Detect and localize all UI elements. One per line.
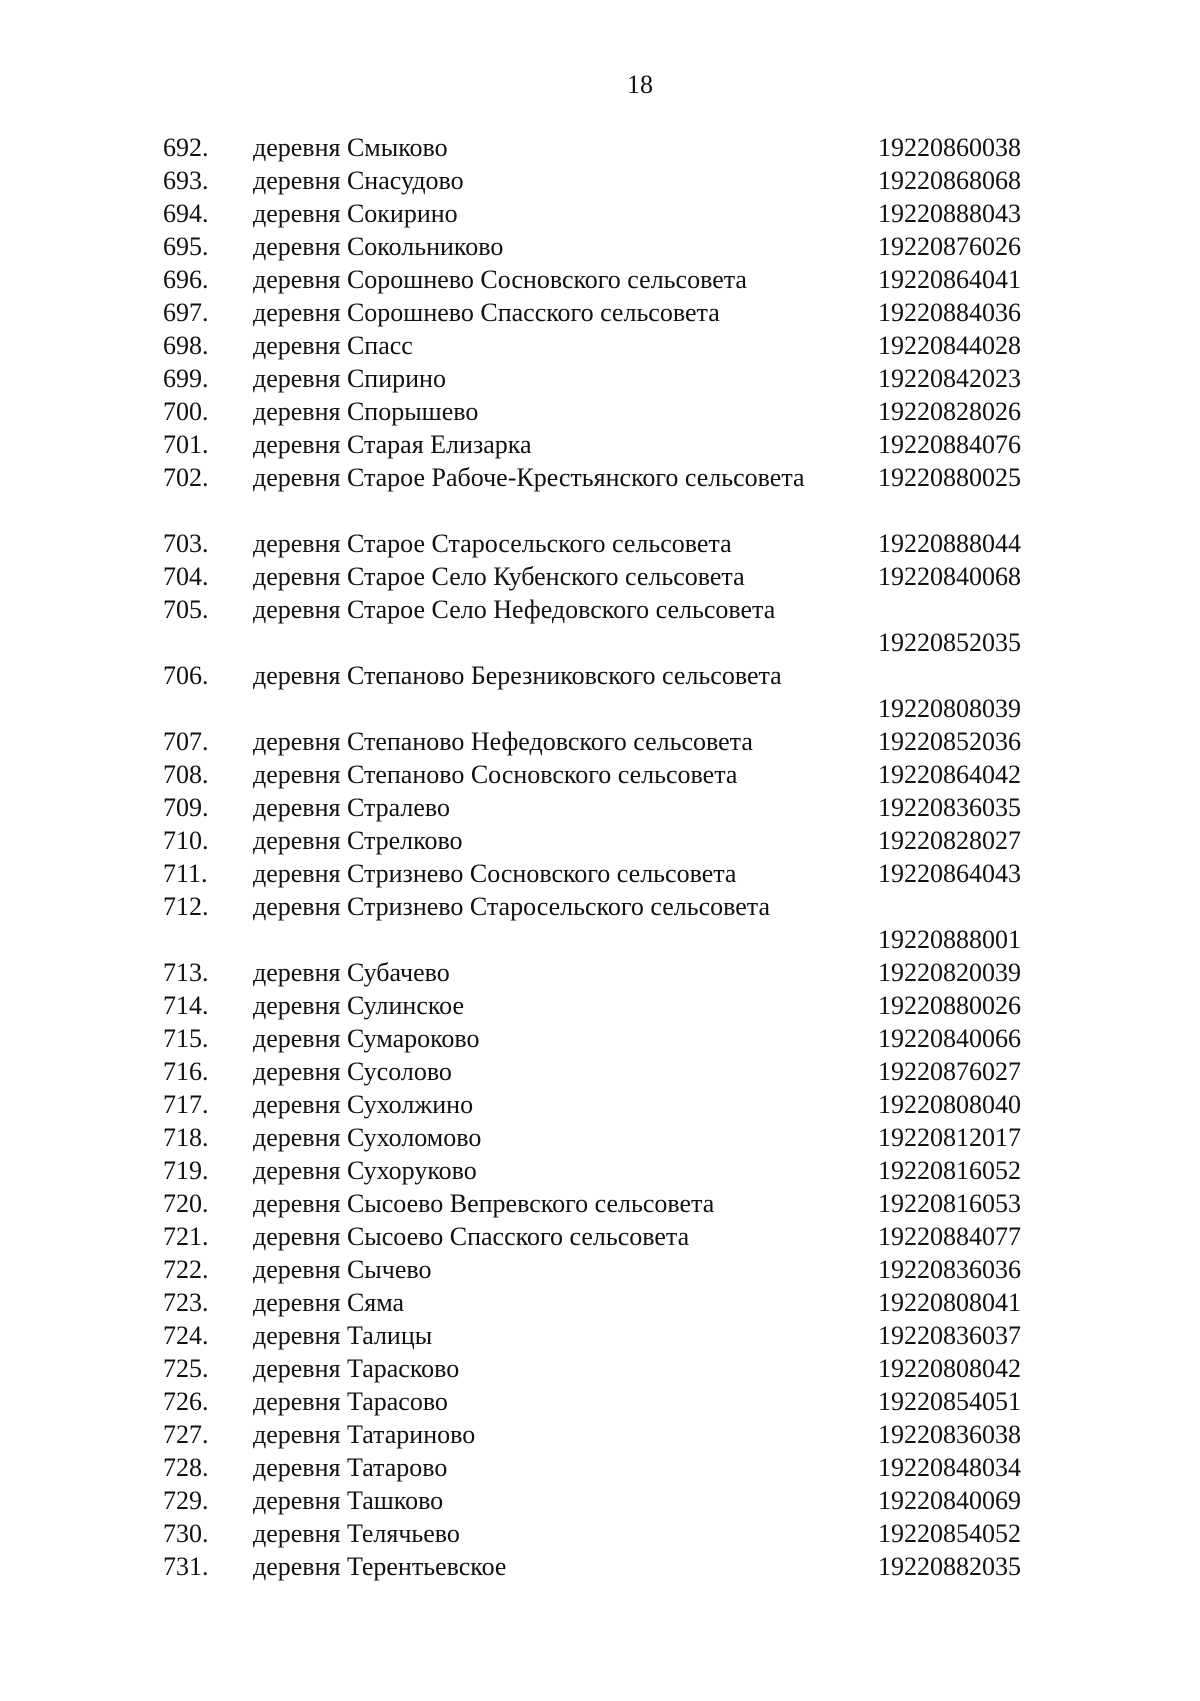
- settlement-name: деревня Сусолово: [253, 1057, 452, 1086]
- list-item: [0, 1055, 1200, 1088]
- list-item: [0, 1484, 1200, 1517]
- item-number: 713.: [163, 958, 209, 987]
- item-number: 715.: [163, 1024, 209, 1053]
- item-number: 702.: [163, 463, 209, 492]
- oktmo-code: 19220864043: [878, 859, 1021, 888]
- settlement-name: деревня Степаново Березниковского сельсовета: [253, 661, 782, 690]
- settlement-name: деревня Старая Елизарка: [253, 430, 532, 459]
- list-item: [0, 1319, 1200, 1352]
- settlement-name: деревня Сысоево Спасского сельсовета: [253, 1222, 690, 1251]
- item-number: 699.: [163, 364, 209, 393]
- list-item: [0, 527, 1200, 560]
- item-number: 698.: [163, 331, 209, 360]
- settlement-name: деревня Стрелково: [253, 826, 463, 855]
- settlement-name: деревня Старое Старосельского сельсовета: [253, 529, 732, 558]
- item-number: 723.: [163, 1288, 209, 1317]
- item-number: 710.: [163, 826, 209, 855]
- list-item: [0, 329, 1200, 362]
- list-item: [0, 1517, 1200, 1550]
- settlement-name: деревня Спасс: [253, 331, 413, 360]
- oktmo-code: 19220882035: [878, 1552, 1021, 1581]
- list-item: [0, 1253, 1200, 1286]
- oktmo-code: 19220868068: [878, 166, 1021, 195]
- settlement-name: деревня Старое Село Нефедовского сельсовета: [253, 595, 776, 624]
- list-item: [0, 1022, 1200, 1055]
- item-number: 708.: [163, 760, 209, 789]
- item-number: 712.: [163, 892, 209, 921]
- settlement-name: деревня Сычево: [253, 1255, 432, 1284]
- item-number: 729.: [163, 1486, 209, 1515]
- settlement-name: деревня Ташково: [253, 1486, 444, 1515]
- list-item: [0, 1418, 1200, 1451]
- settlement-name: деревня Степаново Нефедовского сельсовета: [253, 727, 753, 756]
- settlement-name: деревня Стризнево Старосельского сельсовета: [253, 892, 770, 921]
- settlement-name: деревня Талицы: [253, 1321, 433, 1350]
- item-number: 728.: [163, 1453, 209, 1482]
- settlement-name: деревня Сулинское: [253, 991, 465, 1020]
- list-item: [0, 560, 1200, 593]
- oktmo-code: 19220840068: [878, 562, 1021, 591]
- list-item: [0, 1220, 1200, 1253]
- oktmo-code: 19220836037: [878, 1321, 1021, 1350]
- oktmo-code: 19220854051: [878, 1387, 1021, 1416]
- list-item: [0, 659, 1200, 725]
- item-number: 718.: [163, 1123, 209, 1152]
- item-number: 714.: [163, 991, 209, 1020]
- settlement-name: деревня Старое Село Кубенского сельсовета: [253, 562, 745, 591]
- list-item: [0, 890, 1200, 956]
- list-item: [0, 1121, 1200, 1154]
- settlement-name: деревня Субачево: [253, 958, 450, 987]
- oktmo-code: 19220848034: [878, 1453, 1021, 1482]
- settlement-name: деревня Татариново: [253, 1420, 476, 1449]
- oktmo-code: 19220844028: [878, 331, 1021, 360]
- page-number: 18: [627, 70, 653, 99]
- item-number: 726.: [163, 1387, 209, 1416]
- item-number: 706.: [163, 661, 209, 690]
- settlement-name: деревня Сяма: [253, 1288, 405, 1317]
- settlement-name: деревня Сокольниково: [253, 232, 504, 261]
- item-number: 697.: [163, 298, 209, 327]
- item-number: 696.: [163, 265, 209, 294]
- settlement-name: деревня Стралево: [253, 793, 451, 822]
- oktmo-code: 19220888043: [878, 199, 1021, 228]
- list-item: [0, 263, 1200, 296]
- settlement-name: деревня Спирино: [253, 364, 446, 393]
- oktmo-code: 19220854052: [878, 1519, 1021, 1548]
- item-number: 703.: [163, 529, 209, 558]
- oktmo-code: 19220852036: [878, 727, 1021, 756]
- settlement-name: деревня Тарасково: [253, 1354, 460, 1383]
- settlement-list: [0, 131, 1200, 1583]
- settlement-name: деревня Сокирино: [253, 199, 458, 228]
- list-item: [0, 164, 1200, 197]
- oktmo-code: 19220880025: [878, 463, 1021, 492]
- oktmo-code: 19220840069: [878, 1486, 1021, 1515]
- item-number: 704.: [163, 562, 209, 591]
- item-number: 721.: [163, 1222, 209, 1251]
- settlement-name: деревня Сорошнево Сосновского сельсовета: [253, 265, 747, 294]
- list-item: [0, 725, 1200, 758]
- list-item: [0, 230, 1200, 263]
- item-number: 716.: [163, 1057, 209, 1086]
- list-item: [0, 857, 1200, 890]
- list-item: [0, 791, 1200, 824]
- oktmo-code: 19220884076: [878, 430, 1021, 459]
- settlement-name: деревня Сухоруково: [253, 1156, 477, 1185]
- item-number: 720.: [163, 1189, 209, 1218]
- oktmo-code: 19220828026: [878, 397, 1021, 426]
- list-item: [0, 1451, 1200, 1484]
- item-number: 709.: [163, 793, 209, 822]
- oktmo-code: 19220816052: [878, 1156, 1021, 1185]
- item-number: 731.: [163, 1552, 209, 1581]
- settlement-name: деревня Терентьевское: [253, 1552, 507, 1581]
- item-number: 725.: [163, 1354, 209, 1383]
- oktmo-code: 19220864041: [878, 265, 1021, 294]
- list-item: [0, 395, 1200, 428]
- item-number: 694.: [163, 199, 209, 228]
- list-item: [0, 1385, 1200, 1418]
- oktmo-code: 19220876026: [878, 232, 1021, 261]
- list-item: [0, 1550, 1200, 1583]
- settlement-name: деревня Стризнево Сосновского сельсовета: [253, 859, 737, 888]
- item-number: 711.: [163, 859, 208, 888]
- list-item: [0, 824, 1200, 857]
- list-item: [0, 989, 1200, 1022]
- oktmo-code: 19220864042: [878, 760, 1021, 789]
- item-number: 730.: [163, 1519, 209, 1548]
- oktmo-code: 19220808041: [878, 1288, 1021, 1317]
- list-item: [0, 758, 1200, 791]
- list-item: [0, 428, 1200, 461]
- list-item: [0, 1088, 1200, 1121]
- list-item: [0, 1286, 1200, 1319]
- item-number: 701.: [163, 430, 209, 459]
- item-number: 692.: [163, 133, 209, 162]
- item-number: 693.: [163, 166, 209, 195]
- settlement-name: деревня Старое Рабоче-Крестьянского сельсовета: [253, 463, 805, 492]
- oktmo-code: 19220852035: [878, 628, 1021, 657]
- settlement-name: деревня Смыково: [253, 133, 448, 162]
- oktmo-code: 19220876027: [878, 1057, 1021, 1086]
- oktmo-code: 19220888044: [878, 529, 1021, 558]
- settlement-name: деревня Спорышево: [253, 397, 479, 426]
- settlement-name: деревня Сысоево Вепревского сельсовета: [253, 1189, 715, 1218]
- oktmo-code: 19220808039: [878, 694, 1021, 723]
- item-number: 722.: [163, 1255, 209, 1284]
- oktmo-code: 19220808042: [878, 1354, 1021, 1383]
- oktmo-code: 19220820039: [878, 958, 1021, 987]
- settlement-name: деревня Сорошнево Спасского сельсовета: [253, 298, 720, 327]
- list-item: [0, 197, 1200, 230]
- item-number: 724.: [163, 1321, 209, 1350]
- settlement-name: деревня Телячьево: [253, 1519, 460, 1548]
- settlement-name: деревня Снасудово: [253, 166, 464, 195]
- oktmo-code: 19220816053: [878, 1189, 1021, 1218]
- oktmo-code: 19220842023: [878, 364, 1021, 393]
- oktmo-code: 19220828027: [878, 826, 1021, 855]
- list-item: [0, 362, 1200, 395]
- item-number: 700.: [163, 397, 209, 426]
- list-item: [0, 1187, 1200, 1220]
- settlement-name: деревня Тарасово: [253, 1387, 448, 1416]
- item-number: 717.: [163, 1090, 209, 1119]
- list-item: [0, 593, 1200, 659]
- oktmo-code: 19220808040: [878, 1090, 1021, 1119]
- oktmo-code: 19220888001: [878, 925, 1021, 954]
- item-number: 707.: [163, 727, 209, 756]
- oktmo-code: 19220860038: [878, 133, 1021, 162]
- list-item: [0, 296, 1200, 329]
- settlement-name: деревня Сумароково: [253, 1024, 480, 1053]
- item-number: 727.: [163, 1420, 209, 1449]
- settlement-name: деревня Татарово: [253, 1453, 448, 1482]
- list-item: [0, 461, 1200, 527]
- oktmo-code: 19220880026: [878, 991, 1021, 1020]
- oktmo-code: 19220884077: [878, 1222, 1021, 1251]
- oktmo-code: 19220840066: [878, 1024, 1021, 1053]
- list-item: [0, 1352, 1200, 1385]
- settlement-name: деревня Сухоломово: [253, 1123, 482, 1152]
- oktmo-code: 19220884036: [878, 298, 1021, 327]
- list-item: [0, 956, 1200, 989]
- oktmo-code: 19220836035: [878, 793, 1021, 822]
- oktmo-code: 19220836038: [878, 1420, 1021, 1449]
- settlement-name: деревня Сухолжино: [253, 1090, 474, 1119]
- list-item: [0, 131, 1200, 164]
- item-number: 695.: [163, 232, 209, 261]
- item-number: 705.: [163, 595, 209, 624]
- list-item: [0, 1154, 1200, 1187]
- oktmo-code: 19220812017: [878, 1123, 1021, 1152]
- item-number: 719.: [163, 1156, 209, 1185]
- oktmo-code: 19220836036: [878, 1255, 1021, 1284]
- settlement-name: деревня Степаново Сосновского сельсовета: [253, 760, 738, 789]
